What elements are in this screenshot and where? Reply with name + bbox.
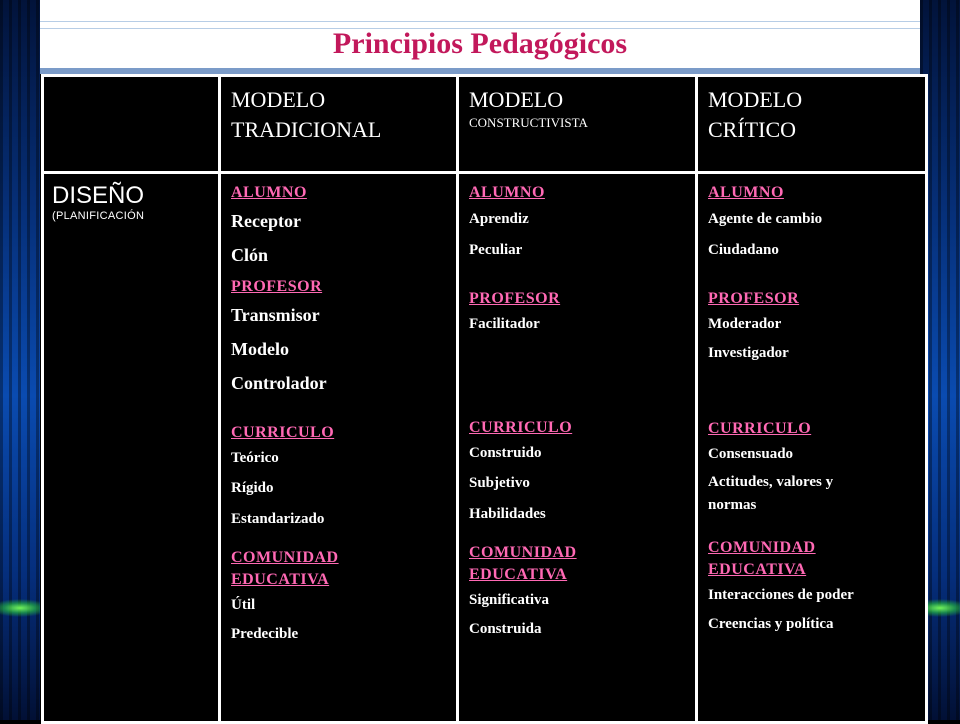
list-item: Agente de cambio [708, 211, 823, 227]
list-item: Ciudadano [708, 242, 779, 258]
column-tradicional [220, 173, 458, 723]
header-line: MODELO [231, 87, 326, 112]
list-item: Útil [231, 597, 256, 613]
list-item: Consensuado [708, 446, 794, 462]
category-comunidad-line2: EDUCATIVA [469, 566, 568, 583]
list-item: Transmisor [231, 305, 320, 325]
list-item: Modelo [231, 339, 289, 359]
row-label: DISEÑO [52, 182, 145, 209]
list-item: Clón [231, 245, 269, 265]
category-comunidad-line2: EDUCATIVA [231, 571, 330, 588]
list-item: Predecible [231, 626, 299, 642]
category-alumno: ALUMNO [469, 184, 545, 201]
header-line: CRÍTICO [708, 117, 796, 142]
category-profesor: PROFESOR [231, 278, 323, 295]
header-constructivista [458, 76, 697, 173]
category-profesor: PROFESOR [469, 290, 561, 307]
page-title: Principios Pedagógicos [332, 27, 628, 60]
list-item: Significativa [469, 592, 550, 608]
category-comunidad-line1: COMUNIDAD [708, 539, 816, 556]
row-label-cell [43, 173, 220, 723]
left-decorative-panel [0, 0, 40, 720]
row-sublabel: (PLANIFICACIÓN [52, 210, 145, 222]
list-item: normas [708, 497, 757, 513]
category-curriculo: CURRICULO [469, 419, 573, 436]
list-item: Aprendiz [469, 211, 529, 227]
list-item: Moderador [708, 316, 782, 332]
list-item: Receptor [231, 211, 301, 231]
banner-rule [40, 21, 920, 22]
list-item: Facilitador [469, 316, 540, 332]
header-line: MODELO [469, 87, 564, 112]
corner-cell [43, 76, 220, 173]
category-alumno: ALUMNO [231, 184, 307, 201]
category-comunidad-line1: COMUNIDAD [231, 549, 339, 566]
category-curriculo: CURRICULO [231, 424, 335, 441]
list-item: Teórico [231, 450, 279, 466]
comparison-table [41, 74, 928, 724]
list-item: Peculiar [469, 242, 523, 258]
list-item: Creencias y política [708, 616, 834, 632]
list-item: Subjetivo [469, 475, 530, 491]
title-banner [40, 0, 920, 74]
list-item: Rígido [231, 480, 274, 496]
diseno-row [43, 173, 927, 723]
category-curriculo: CURRICULO [708, 420, 812, 437]
header-critico [697, 76, 927, 173]
column-constructivista [458, 173, 697, 723]
header-line: TRADICIONAL [231, 117, 382, 142]
column-critico [697, 173, 927, 723]
category-comunidad-line1: COMUNIDAD [469, 544, 577, 561]
list-item: Habilidades [469, 506, 546, 522]
header-row [43, 76, 927, 173]
header-line: MODELO [708, 87, 803, 112]
list-item: Actitudes, valores y [708, 474, 834, 490]
list-item: Construida [469, 621, 542, 637]
category-comunidad-line2: EDUCATIVA [708, 561, 807, 578]
header-line: CONSTRUCTIVISTA [469, 115, 588, 130]
list-item: Estandarizado [231, 511, 325, 527]
category-profesor: PROFESOR [708, 290, 800, 307]
header-tradicional [220, 76, 458, 173]
category-alumno: ALUMNO [708, 184, 784, 201]
list-item: Construido [469, 445, 542, 461]
list-item: Interacciones de poder [708, 587, 854, 603]
list-item: Investigador [708, 345, 789, 361]
list-item: Controlador [231, 373, 327, 393]
